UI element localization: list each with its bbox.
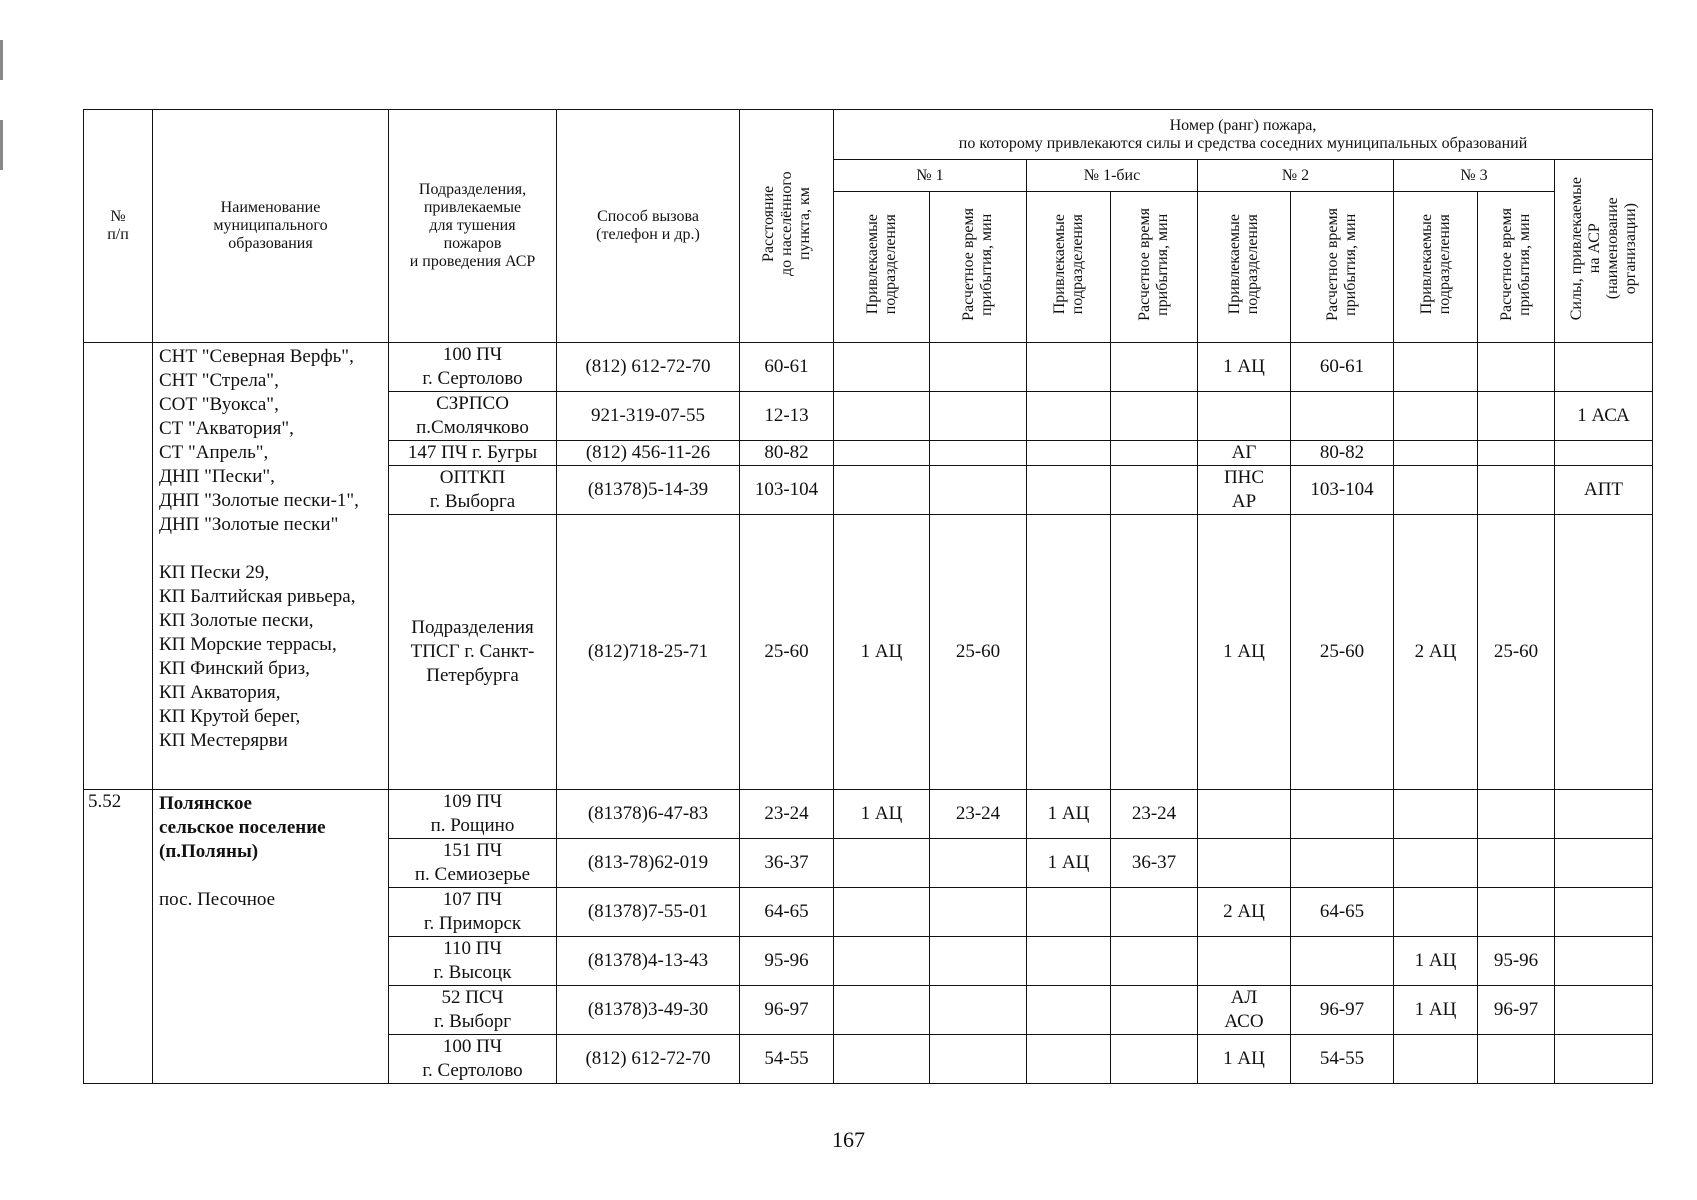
rank1-time-cell: [930, 466, 1027, 515]
unit-cell: ОПТКП г. Выборга: [389, 466, 557, 515]
phone-cell: (81378)6-47-83: [557, 790, 740, 839]
rank1-units-cell: [834, 343, 930, 392]
fire-resources-table: [83, 109, 1653, 1084]
rank1bis-units-cell: [1027, 515, 1111, 790]
rank1-units-cell: [834, 937, 930, 986]
unit-cell: 110 ПЧ г. Высоцк: [389, 937, 557, 986]
sub-header-units: Привлекаемые подразделения: [834, 192, 930, 343]
asr-forces-cell: [1555, 937, 1653, 986]
rank3-units-cell: [1394, 790, 1478, 839]
unit-cell: 147 ПЧ г. Бугры: [389, 441, 557, 466]
distance-cell: 25-60: [740, 515, 834, 790]
rank1-time-cell: [930, 986, 1027, 1035]
rank1bis-time-cell: [1111, 986, 1198, 1035]
rank2-units-cell: [1198, 937, 1291, 986]
rank1-time-cell: [930, 888, 1027, 937]
rank3-units-cell: [1394, 1035, 1478, 1084]
municipality-name-cell: СНТ "Северная Верфь", СНТ "Стрела", СОТ "Вуокса", СТ "Акватория", СТ "Апрель", ДНП "Пески", ДНП "Золотые пески-1", ДНП "Золотые пески" КП Пески 29, КП Балтийская ривьера, КП Золотые пески, КП Морские террасы, КП Финский бриз, КП Акватория, КП Крутой берег, КП Местерярви: [153, 343, 389, 790]
rank3-time-cell: 25-60: [1478, 515, 1555, 790]
rank1-time-cell: [930, 343, 1027, 392]
rank3-time-cell: [1478, 790, 1555, 839]
rank1bis-units-cell: [1027, 986, 1111, 1035]
phone-cell: (813-78)62-019: [557, 839, 740, 888]
rank2-units-cell: 1 АЦ: [1198, 1035, 1291, 1084]
rank3-time-cell: [1478, 888, 1555, 937]
table-row: [84, 343, 1653, 392]
rank2-time-cell: [1291, 937, 1394, 986]
col-header-units: Подразделения, привлекаемые для тушения пожаров и проведения АСР: [389, 110, 557, 343]
unit-cell: 100 ПЧ г. Сертолово: [389, 343, 557, 392]
rank1bis-units-cell: [1027, 392, 1111, 441]
rank3-time-cell: [1478, 343, 1555, 392]
rank1-time-cell: [930, 937, 1027, 986]
phone-cell: (812) 612-72-70: [557, 1035, 740, 1084]
rank2-time-cell: 96-97: [1291, 986, 1394, 1035]
distance-cell: 95-96: [740, 937, 834, 986]
rank2-time-cell: 54-55: [1291, 1035, 1394, 1084]
rank-header-3: № 3: [1394, 160, 1555, 192]
distance-cell: 103-104: [740, 466, 834, 515]
rank1bis-units-cell: [1027, 937, 1111, 986]
phone-cell: (81378)7-55-01: [557, 888, 740, 937]
rank1bis-time-cell: [1111, 466, 1198, 515]
distance-cell: 23-24: [740, 790, 834, 839]
sub-header-units: Привлекаемые подразделения: [1027, 192, 1111, 343]
row-number-cell: 5.52: [84, 790, 153, 1084]
rank1-time-cell: [930, 839, 1027, 888]
unit-cell: 52 ПСЧ г. Выборг: [389, 986, 557, 1035]
rank1-units-cell: [834, 441, 930, 466]
col-header-mo-name: Наименование муниципального образования: [153, 110, 389, 343]
row-number-cell: [84, 343, 153, 790]
rank3-time-cell: [1478, 1035, 1555, 1084]
rank3-time-cell: [1478, 392, 1555, 441]
sub-header-time: Расчетное время прибытия, мин: [1111, 192, 1198, 343]
rank2-time-cell: 25-60: [1291, 515, 1394, 790]
asr-forces-cell: [1555, 343, 1653, 392]
asr-forces-cell: [1555, 790, 1653, 839]
rank1-time-cell: 23-24: [930, 790, 1027, 839]
rank1bis-time-cell: [1111, 343, 1198, 392]
rank1bis-units-cell: [1027, 888, 1111, 937]
rank2-time-cell: [1291, 839, 1394, 888]
rank2-units-cell: [1198, 392, 1291, 441]
rank1bis-units-cell: [1027, 441, 1111, 466]
asr-forces-cell: [1555, 1035, 1653, 1084]
col-header-asr-forces: [1555, 160, 1653, 343]
col-header-distance-text: Расстояние до населённого пункта, км: [759, 171, 813, 276]
rank3-time-cell: [1478, 441, 1555, 466]
table-row: [84, 790, 1653, 839]
sub-header-time: Расчетное время прибытия, мин: [1291, 192, 1394, 343]
phone-cell: (812)718-25-71: [557, 515, 740, 790]
unit-cell: Подразделения ТПСГ г. Санкт- Петербурга: [389, 515, 557, 790]
unit-cell: 100 ПЧ г. Сертолово: [389, 1035, 557, 1084]
rank3-units-cell: [1394, 466, 1478, 515]
municipality-name-cell: [153, 790, 389, 1084]
rank2-units-cell: [1198, 839, 1291, 888]
page-number: 167: [832, 1127, 865, 1152]
rank2-units-cell: ПНС АР: [1198, 466, 1291, 515]
rank1bis-units-cell: 1 АЦ: [1027, 790, 1111, 839]
scan-edge-mark: [0, 120, 3, 170]
rank1-units-cell: 1 АЦ: [834, 790, 930, 839]
spacer: [159, 864, 382, 888]
rank1bis-units-cell: [1027, 343, 1111, 392]
rank1bis-time-cell: [1111, 392, 1198, 441]
rank1bis-time-cell: [1111, 888, 1198, 937]
scan-edge-mark: [0, 40, 3, 80]
rank2-time-cell: 103-104: [1291, 466, 1394, 515]
sub-header-units: Привлекаемые подразделения: [1394, 192, 1478, 343]
rank2-units-cell: [1198, 790, 1291, 839]
phone-cell: (812) 456-11-26: [557, 441, 740, 466]
col-header-num: № п/п: [84, 110, 153, 343]
rank1-time-cell: 25-60: [930, 515, 1027, 790]
distance-cell: 36-37: [740, 839, 834, 888]
rank2-time-cell: 80-82: [1291, 441, 1394, 466]
asr-forces-cell: [1555, 839, 1653, 888]
distance-cell: 12-13: [740, 392, 834, 441]
col-header-call-method: Способ вызова (телефон и др.): [557, 110, 740, 343]
rank3-units-cell: [1394, 441, 1478, 466]
unit-cell: СЗРПСО п.Смолячково: [389, 392, 557, 441]
rank1bis-units-cell: [1027, 1035, 1111, 1084]
asr-forces-cell: АПТ: [1555, 466, 1653, 515]
rank3-units-cell: 1 АЦ: [1394, 937, 1478, 986]
rank1bis-time-cell: 36-37: [1111, 839, 1198, 888]
rank-header-1: № 1: [834, 160, 1027, 192]
phone-cell: (81378)4-13-43: [557, 937, 740, 986]
phone-cell: (81378)3-49-30: [557, 986, 740, 1035]
asr-forces-cell: [1555, 888, 1653, 937]
rank1-units-cell: [834, 392, 930, 441]
rank2-units-cell: АЛ АСО: [1198, 986, 1291, 1035]
rank3-time-cell: 95-96: [1478, 937, 1555, 986]
rank2-units-cell: 1 АЦ: [1198, 515, 1291, 790]
rank3-units-cell: 2 АЦ: [1394, 515, 1478, 790]
rank3-time-cell: [1478, 839, 1555, 888]
rank3-units-cell: [1394, 343, 1478, 392]
rank3-units-cell: [1394, 888, 1478, 937]
rank-header-1bis: № 1-бис: [1027, 160, 1198, 192]
rank1-time-cell: [930, 392, 1027, 441]
rank3-time-cell: 96-97: [1478, 986, 1555, 1035]
rank1bis-time-cell: [1111, 1035, 1198, 1084]
rank2-units-cell: 1 АЦ: [1198, 343, 1291, 392]
rank1bis-units-cell: 1 АЦ: [1027, 839, 1111, 888]
rank1-time-cell: [930, 441, 1027, 466]
rank1-units-cell: [834, 888, 930, 937]
unit-cell: 151 ПЧ п. Семиозерье: [389, 839, 557, 888]
unit-cell: 109 ПЧ п. Рощино: [389, 790, 557, 839]
phone-cell: (812) 612-72-70: [557, 343, 740, 392]
rank1-units-cell: 1 АЦ: [834, 515, 930, 790]
rank3-units-cell: [1394, 392, 1478, 441]
rank2-time-cell: [1291, 392, 1394, 441]
rank3-units-cell: [1394, 839, 1478, 888]
rank1-units-cell: [834, 986, 930, 1035]
rank1bis-units-cell: [1027, 466, 1111, 515]
rank2-units-cell: АГ: [1198, 441, 1291, 466]
rank2-time-cell: 64-65: [1291, 888, 1394, 937]
sub-header-time: Расчетное время прибытия, мин: [1478, 192, 1555, 343]
rank-header-title: Номер (ранг) пожара, по которому привлекаются силы и средства соседних муниципальных образований: [834, 110, 1653, 160]
distance-cell: 64-65: [740, 888, 834, 937]
table-body: [84, 343, 1653, 1084]
rank1bis-time-cell: [1111, 515, 1198, 790]
distance-cell: 60-61: [740, 343, 834, 392]
rank1bis-time-cell: [1111, 441, 1198, 466]
rank2-units-cell: 2 АЦ: [1198, 888, 1291, 937]
rank1bis-time-cell: 23-24: [1111, 790, 1198, 839]
distance-cell: 80-82: [740, 441, 834, 466]
distance-cell: 96-97: [740, 986, 834, 1035]
sub-header-time: Расчетное время прибытия, мин: [930, 192, 1027, 343]
asr-forces-cell: 1 АСА: [1555, 392, 1653, 441]
rank1-units-cell: [834, 1035, 930, 1084]
col-header-distance: [740, 110, 834, 343]
rank1-units-cell: [834, 466, 930, 515]
rank-header-2: № 2: [1198, 160, 1394, 192]
sub-header-units: Привлекаемые подразделения: [1198, 192, 1291, 343]
municipality-name-extra: пос. Песочное: [159, 889, 276, 910]
municipality-name-bold: Полянское сельское поселение (п.Поляны): [159, 793, 326, 862]
rank1-time-cell: [930, 1035, 1027, 1084]
col-header-asr-forces-text: Силы, привлекаемые на АСР (наименование организации): [1567, 176, 1639, 321]
phone-cell: 921-319-07-55: [557, 392, 740, 441]
rank1-units-cell: [834, 839, 930, 888]
rank3-units-cell: 1 АЦ: [1394, 986, 1478, 1035]
asr-forces-cell: [1555, 515, 1653, 790]
asr-forces-cell: [1555, 441, 1653, 466]
rank3-time-cell: [1478, 466, 1555, 515]
rank2-time-cell: [1291, 790, 1394, 839]
rank1bis-time-cell: [1111, 937, 1198, 986]
distance-cell: 54-55: [740, 1035, 834, 1084]
asr-forces-cell: [1555, 986, 1653, 1035]
rank2-time-cell: 60-61: [1291, 343, 1394, 392]
phone-cell: (81378)5-14-39: [557, 466, 740, 515]
unit-cell: 107 ПЧ г. Приморск: [389, 888, 557, 937]
